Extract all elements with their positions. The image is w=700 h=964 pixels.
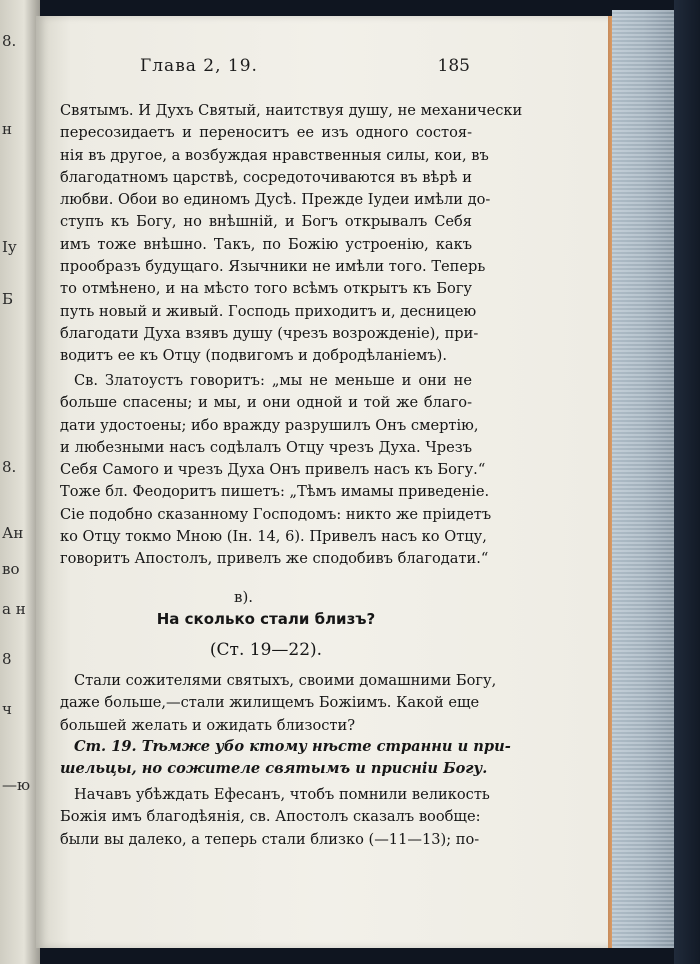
facing-page-fragment: 8. (2, 32, 17, 50)
text-line: большей желать и ожидать близости? (60, 716, 356, 734)
text-line: любви. Обои во единомъ Дусѣ. Прежде Іудеи имѣли до- (60, 191, 491, 209)
paragraph-verse (60, 736, 511, 781)
facing-page-fragment: а н (2, 600, 26, 618)
facing-page-fragment: Іу (2, 238, 17, 256)
text-line: водитъ ее къ Отцу (подвигомъ и добродѣланіемъ). (60, 347, 447, 365)
text-line: ко Отцу токмо Мною (Ін. 14, 6). Привелъ насъ ко Отцу, (60, 528, 487, 546)
text-line: благодатномъ царствѣ, сосредоточиваются въ вѣрѣ и (60, 168, 472, 186)
facing-page-edge (0, 0, 40, 964)
page-number: 185 (437, 56, 470, 76)
text-line: нія въ другое, а возбуждая нравственныя силы, кои, въ (60, 146, 489, 164)
facing-page-fragment: во (2, 560, 20, 578)
text-line: прообразъ будущаго. Язычники не имѣли того. Теперь (60, 258, 486, 276)
facing-page-fragment: Ан (2, 524, 24, 542)
verse-line: шельцы, но сожителе святымъ и присніи Богу. (60, 760, 488, 778)
section-heading: На сколько стали близъ? (156, 610, 376, 628)
facing-page-fragment: 8. (2, 458, 17, 476)
text-line: Тоже бл. Феодоритъ пишетъ: „Тѣмъ имамы приведеніе. (60, 483, 490, 501)
text-line: путь новый и живый. Господь приходитъ и, десницею (60, 302, 477, 320)
text-line: Св. Златоустъ говоритъ: „мы не меньше и они не (74, 372, 472, 389)
text-line: Сіе подобно сказанному Господомъ: никто же пріидетъ (60, 505, 492, 523)
facing-page-fragment: н (2, 120, 12, 138)
text-line: и любезными насъ содѣлалъ Отцу чрезъ Духа. Чрезъ (60, 438, 472, 456)
closed-page-block (612, 10, 674, 948)
text-line: благодати Духа взявъ душу (чрезъ возрожденіе), при- (60, 324, 479, 342)
text-line: Святымъ. И Духъ Святый, наитствуя душу, не механически (60, 102, 523, 119)
paragraph-5 (60, 784, 490, 851)
text-line: то отмѣнено, и на мѣсто того всѣмъ открытъ къ Богу (60, 280, 472, 298)
text-line: Божія имъ благодѣянія, св. Апостолъ сказалъ вообще: (60, 808, 481, 826)
section-reference: (Ст. 19—22). (209, 640, 323, 660)
text-line: пересозидаетъ и переноситъ ее изъ одного состоя- (60, 124, 472, 142)
section-letter: в). (234, 588, 254, 606)
book-cover-edge (674, 0, 700, 964)
facing-page-fragment: ч (2, 700, 12, 718)
paragraph-1 (60, 100, 523, 368)
text-line: Стали сожителями святыхъ, своими домашними Богу, (74, 672, 497, 689)
text-line: были вы далеко, а теперь стали близко (—11—13); по- (60, 830, 480, 848)
facing-page-fragment: 8 (2, 650, 12, 668)
running-head (140, 56, 470, 80)
verse-line: Ст. 19. Тѣмже убо ктому нѣсте странни и при- (74, 738, 511, 755)
text-line: ступъ къ Богу, но внѣшній, и Богъ открывалъ Себя (60, 213, 472, 231)
text-line: Себя Самого и чрезъ Духа Онъ привелъ насъ къ Богу.“ (60, 461, 486, 479)
paragraph-2 (60, 370, 492, 571)
chapter-title: Глава 2, 19. (140, 56, 258, 76)
text-line: говоритъ Апостолъ, привелъ же сподобивъ благодати.“ (60, 550, 489, 568)
text-line: имъ тоже внѣшно. Такъ, по Божію устроенію, какъ (60, 235, 472, 253)
text-line: даже больше,—стали жилищемъ Божіимъ. Какой еще (60, 694, 480, 712)
facing-page-fragment: —ю (2, 776, 31, 794)
text-line: Начавъ убѣждать Ефесанъ, чтобъ помнили великость (74, 786, 490, 803)
text-line: дати удостоены; ибо вражду разрушилъ Онъ смертію, (60, 416, 479, 434)
facing-page-fragment: Б (2, 290, 14, 308)
paragraph-3 (60, 670, 497, 737)
text-line: больше спасены; и мы, и они одной и той же благо- (60, 394, 472, 412)
